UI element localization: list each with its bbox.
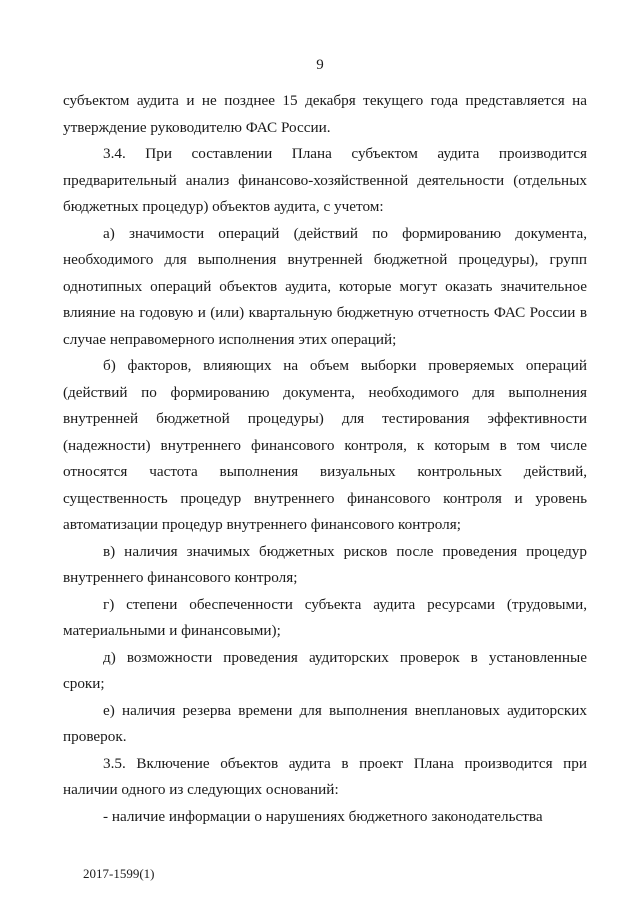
document-code: 2017-1599(1) [83, 866, 155, 881]
paragraph-item-g: г) степени обеспеченности субъекта аудита ресурсами (трудовыми, материальными и финансовыми); [63, 595, 587, 639]
paragraph-section-3-5: 3.5. Включение объектов аудита в проект Плана производится при наличии одного из следующих оснований: [63, 754, 587, 798]
document-body [63, 88, 587, 830]
page-number: 9 [316, 57, 324, 73]
paragraph-bullet-violations: - наличие информации о нарушениях бюджетного законодательства [103, 807, 543, 825]
paragraph-continuation: субъектом аудита и не позднее 15 декабря текущего года представляется на утверждение руководителю ФАС России. [63, 92, 587, 136]
paragraph-item-e: е) наличия резерва времени для выполнения внеплановых аудиторских проверок. [63, 701, 587, 745]
paragraph-item-d: д) возможности проведения аудиторских проверок в установленные сроки; [63, 648, 587, 692]
paragraph-item-a: а) значимости операций (действий по формированию документа, необходимого для выполнения внутренней бюджетной процедуры), групп однотипных операций объектов аудита, которые могут оказать значительное влияние на годовую и (или) квартальную бюджетную отчетность ФАС России в случае неправомерного исполнения этих операций; [63, 224, 587, 348]
paragraph-item-v: в) наличия значимых бюджетных рисков после проведения процедур внутреннего финансового контроля; [63, 542, 587, 586]
paragraph-section-3-4: 3.4. При составлении Плана субъектом аудита производится предварительный анализ финансово-хозяйственной деятельности (отдельных бюджетных процедур) объектов аудита, с учетом: [63, 145, 587, 215]
paragraph-item-b: б) факторов, влияющих на объем выборки проверяемых операций (действий по формированию документа, необходимого для выполнения внутренней бюджетной процедуры) для тестирования эффективности (надежности) внутреннего финансового контроля, к которым в том числе относятся частота выполнения визуальных контрольных действий, существенность процедур внутреннего финансового контроля и уровень автоматизации процедур внутреннего финансового контроля; [63, 357, 587, 533]
